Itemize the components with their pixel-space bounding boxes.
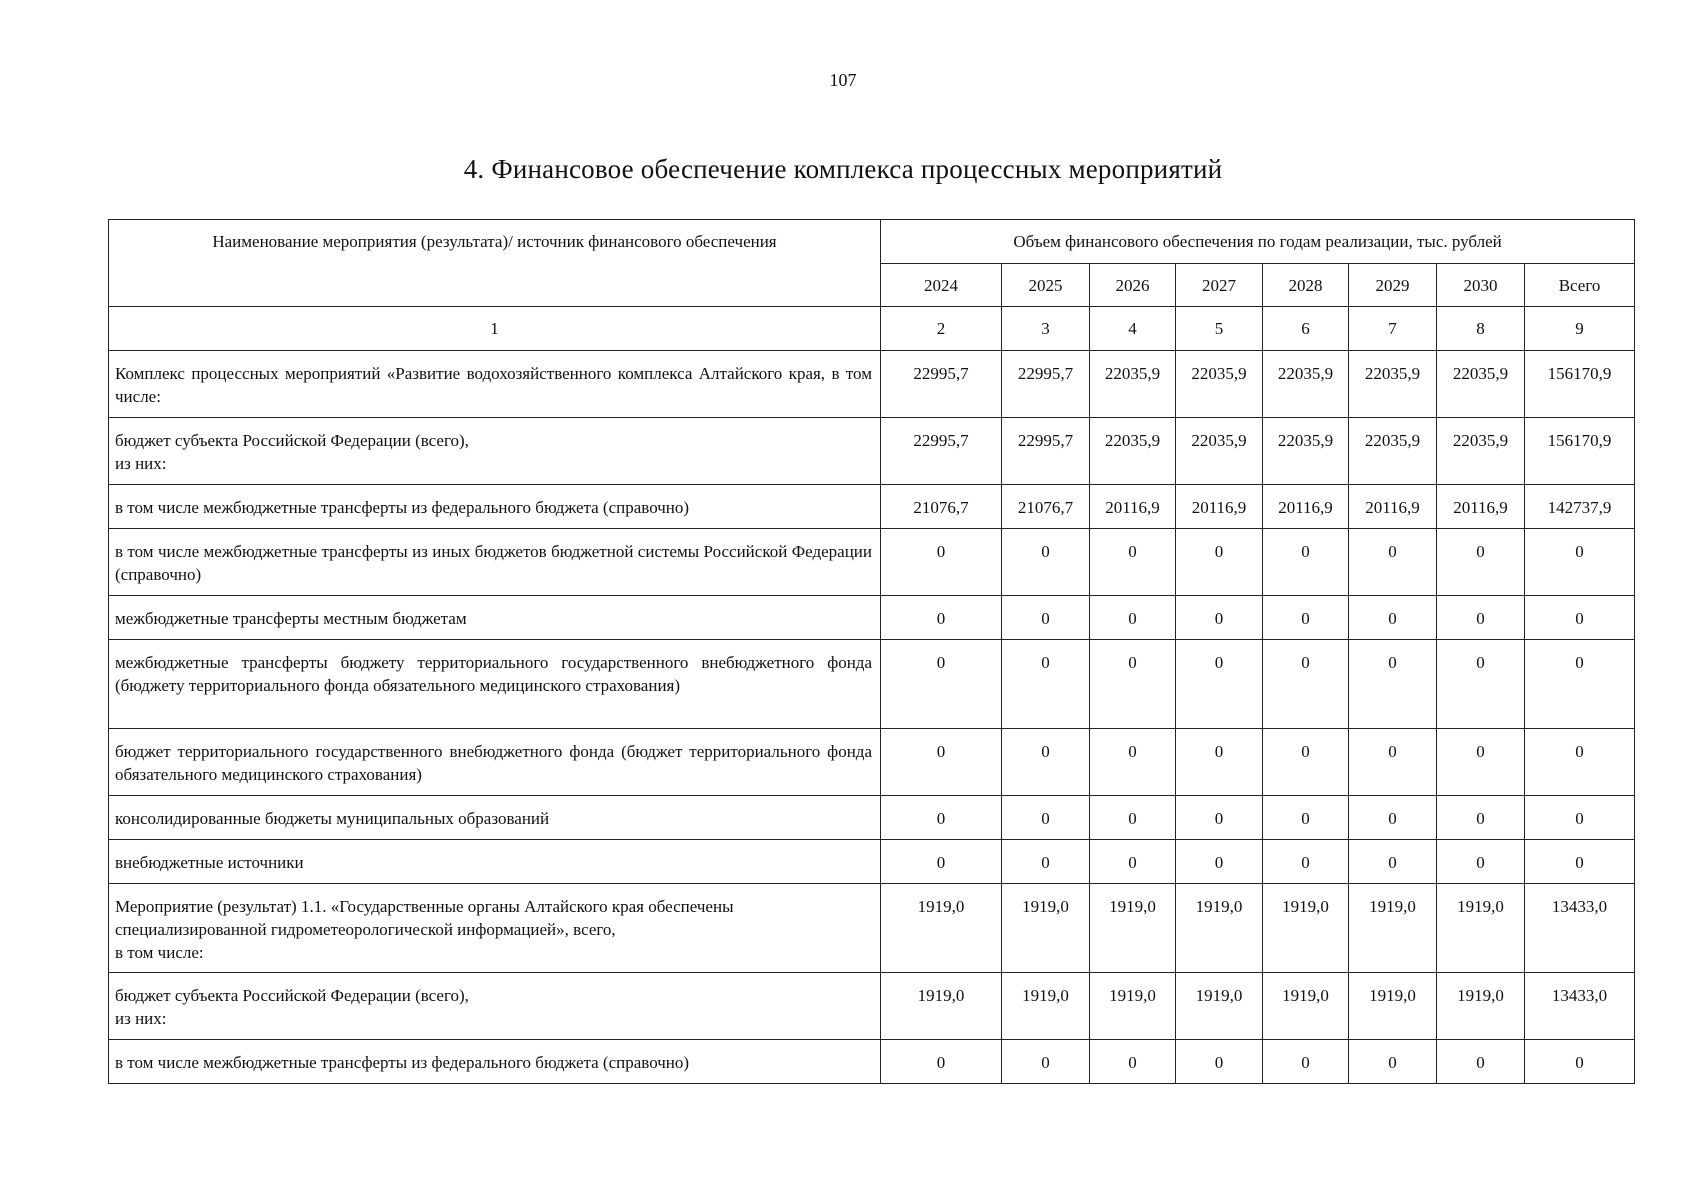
row-value-cell: 0 bbox=[881, 796, 1002, 840]
row-value-cell: 0 bbox=[1176, 640, 1263, 729]
row-value-cell: 20116,9 bbox=[1349, 485, 1437, 529]
row-value-cell: 1919,0 bbox=[1002, 884, 1090, 973]
row-value-cell: 0 bbox=[1002, 840, 1090, 884]
row-name-cell: в том числе межбюджетные трансферты из федерального бюджета (справочно) bbox=[109, 1040, 881, 1084]
row-value-cell: 0 bbox=[1002, 1040, 1090, 1084]
row-value-cell: 0 bbox=[1090, 840, 1176, 884]
row-value-cell: 0 bbox=[1002, 796, 1090, 840]
row-value-cell: 0 bbox=[881, 640, 1002, 729]
row-value-cell: 22995,7 bbox=[1002, 351, 1090, 418]
row-total-cell: 0 bbox=[1525, 529, 1635, 596]
header-year-cell: 2026 bbox=[1090, 264, 1176, 307]
row-total-cell: 0 bbox=[1525, 729, 1635, 796]
row-name-cell: межбюджетные трансферты местным бюджетам bbox=[109, 596, 881, 640]
row-value-cell: 0 bbox=[881, 529, 1002, 596]
row-value-cell: 1919,0 bbox=[1176, 973, 1263, 1040]
row-value-cell: 0 bbox=[881, 596, 1002, 640]
row-value-cell: 0 bbox=[1176, 596, 1263, 640]
row-value-cell: 0 bbox=[1090, 1040, 1176, 1084]
row-total-cell: 0 bbox=[1525, 596, 1635, 640]
row-value-cell: 22035,9 bbox=[1437, 418, 1525, 485]
row-value-cell: 0 bbox=[1437, 1040, 1525, 1084]
column-number-cell: 7 bbox=[1349, 307, 1437, 351]
row-value-cell: 22035,9 bbox=[1090, 418, 1176, 485]
row-name-cell: Комплекс процессных мероприятий «Развитие водохозяйственного комплекса Алтайского края, в том числе: bbox=[109, 351, 881, 418]
row-value-cell: 22035,9 bbox=[1176, 351, 1263, 418]
row-value-cell: 0 bbox=[1176, 529, 1263, 596]
row-value-cell: 0 bbox=[1437, 640, 1525, 729]
column-number-cell: 4 bbox=[1090, 307, 1176, 351]
row-value-cell: 0 bbox=[1349, 1040, 1437, 1084]
table-row bbox=[109, 418, 1635, 485]
row-value-cell: 0 bbox=[1263, 796, 1349, 840]
column-number-cell: 3 bbox=[1002, 307, 1090, 351]
column-number-cell: 8 bbox=[1437, 307, 1525, 351]
row-name-cell: бюджет субъекта Российской Федерации (всего), из них: bbox=[109, 973, 881, 1040]
row-value-cell: 0 bbox=[1349, 796, 1437, 840]
row-name-cell: консолидированные бюджеты муниципальных образований bbox=[109, 796, 881, 840]
row-value-cell: 20116,9 bbox=[1437, 485, 1525, 529]
row-value-cell: 22995,7 bbox=[881, 351, 1002, 418]
row-value-cell: 1919,0 bbox=[1349, 973, 1437, 1040]
row-value-cell: 0 bbox=[1263, 596, 1349, 640]
row-name-cell: Мероприятие (результат) 1.1. «Государственные органы Алтайского края обеспечены специализированной гидрометеорологической информацией», всего, в том числе: bbox=[109, 884, 881, 973]
row-value-cell: 0 bbox=[1437, 729, 1525, 796]
row-value-cell: 1919,0 bbox=[1263, 884, 1349, 973]
row-total-cell: 156170,9 bbox=[1525, 351, 1635, 418]
table-row bbox=[109, 596, 1635, 640]
row-value-cell: 22995,7 bbox=[1002, 418, 1090, 485]
row-value-cell: 20116,9 bbox=[1176, 485, 1263, 529]
table-row bbox=[109, 485, 1635, 529]
row-name-cell: в том числе межбюджетные трансферты из иных бюджетов бюджетной системы Российской Федерации (справочно) bbox=[109, 529, 881, 596]
table-row bbox=[109, 1040, 1635, 1084]
header-year-cell: 2025 bbox=[1002, 264, 1090, 307]
column-number-cell: 6 bbox=[1263, 307, 1349, 351]
row-value-cell: 0 bbox=[1176, 840, 1263, 884]
row-value-cell: 0 bbox=[881, 1040, 1002, 1084]
row-value-cell: 1919,0 bbox=[1002, 973, 1090, 1040]
row-value-cell: 0 bbox=[1263, 529, 1349, 596]
row-total-cell: 0 bbox=[1525, 640, 1635, 729]
row-value-cell: 22035,9 bbox=[1437, 351, 1525, 418]
row-value-cell: 0 bbox=[1437, 796, 1525, 840]
row-value-cell: 0 bbox=[1002, 596, 1090, 640]
header-year-cell: 2028 bbox=[1263, 264, 1349, 307]
row-value-cell: 0 bbox=[1002, 640, 1090, 729]
row-value-cell: 1919,0 bbox=[1437, 884, 1525, 973]
table-row bbox=[109, 729, 1635, 796]
row-value-cell: 0 bbox=[1176, 729, 1263, 796]
row-value-cell: 21076,7 bbox=[881, 485, 1002, 529]
row-value-cell: 1919,0 bbox=[1090, 884, 1176, 973]
row-value-cell: 22035,9 bbox=[1349, 351, 1437, 418]
page-title: 4. Финансовое обеспечение комплекса процессных мероприятий bbox=[463, 154, 1223, 184]
row-value-cell: 0 bbox=[1437, 529, 1525, 596]
row-value-cell: 0 bbox=[1176, 796, 1263, 840]
column-number-row bbox=[109, 307, 1635, 351]
row-value-cell: 22995,7 bbox=[881, 418, 1002, 485]
row-total-cell: 0 bbox=[1525, 1040, 1635, 1084]
row-value-cell: 0 bbox=[1002, 529, 1090, 596]
row-total-cell: 142737,9 bbox=[1525, 485, 1635, 529]
row-value-cell: 0 bbox=[1090, 796, 1176, 840]
row-value-cell: 0 bbox=[1349, 529, 1437, 596]
header-volume-cell: Объем финансового обеспечения по годам реализации, тыс. рублей bbox=[881, 220, 1635, 264]
header-year-cell: 2024 bbox=[881, 264, 1002, 307]
row-value-cell: 0 bbox=[1263, 1040, 1349, 1084]
column-number-cell: 1 bbox=[109, 307, 881, 351]
header-total-cell: Всего bbox=[1525, 264, 1635, 307]
row-value-cell: 0 bbox=[1090, 596, 1176, 640]
row-value-cell: 0 bbox=[1002, 729, 1090, 796]
row-name-cell: внебюджетные источники bbox=[109, 840, 881, 884]
table-row bbox=[109, 884, 1635, 973]
header-year-cell: 2030 bbox=[1437, 264, 1525, 307]
row-value-cell: 0 bbox=[1090, 729, 1176, 796]
financing-table bbox=[108, 219, 1635, 1084]
row-value-cell: 1919,0 bbox=[1349, 884, 1437, 973]
row-value-cell: 1919,0 bbox=[1090, 973, 1176, 1040]
table-row bbox=[109, 640, 1635, 729]
row-value-cell: 0 bbox=[1349, 840, 1437, 884]
row-value-cell: 21076,7 bbox=[1002, 485, 1090, 529]
row-name-cell: межбюджетные трансферты бюджету территориального государственного внебюджетного фонда (бюджету территориального фонда обязательного медицинского страхования) bbox=[109, 640, 881, 729]
row-value-cell: 0 bbox=[1349, 640, 1437, 729]
row-total-cell: 156170,9 bbox=[1525, 418, 1635, 485]
row-value-cell: 22035,9 bbox=[1263, 351, 1349, 418]
row-value-cell: 22035,9 bbox=[1090, 351, 1176, 418]
table-row bbox=[109, 529, 1635, 596]
row-value-cell: 0 bbox=[881, 729, 1002, 796]
column-number-cell: 5 bbox=[1176, 307, 1263, 351]
row-value-cell: 0 bbox=[1263, 640, 1349, 729]
header-row bbox=[109, 220, 1635, 264]
column-number-cell: 2 bbox=[881, 307, 1002, 351]
header-name-cell: Наименование мероприятия (результата)/ источник финансового обеспечения bbox=[109, 220, 881, 307]
header-year-cell: 2029 bbox=[1349, 264, 1437, 307]
row-total-cell: 13433,0 bbox=[1525, 884, 1635, 973]
row-value-cell: 1919,0 bbox=[1176, 884, 1263, 973]
row-value-cell: 1919,0 bbox=[1437, 973, 1525, 1040]
row-total-cell: 0 bbox=[1525, 840, 1635, 884]
row-total-cell: 0 bbox=[1525, 796, 1635, 840]
row-value-cell: 0 bbox=[1349, 596, 1437, 640]
row-value-cell: 1919,0 bbox=[881, 884, 1002, 973]
row-value-cell: 0 bbox=[1263, 840, 1349, 884]
row-value-cell: 0 bbox=[1263, 729, 1349, 796]
table-row bbox=[109, 840, 1635, 884]
row-value-cell: 20116,9 bbox=[1090, 485, 1176, 529]
page-number: 107 bbox=[829, 70, 857, 90]
row-value-cell: 22035,9 bbox=[1176, 418, 1263, 485]
row-value-cell: 0 bbox=[1090, 529, 1176, 596]
row-value-cell: 0 bbox=[1090, 640, 1176, 729]
row-name-cell: бюджет территориального государственного внебюджетного фонда (бюджет территориального фонда обязательного медицинского страхования) bbox=[109, 729, 881, 796]
row-value-cell: 0 bbox=[1437, 840, 1525, 884]
row-name-cell: бюджет субъекта Российской Федерации (всего), из них: bbox=[109, 418, 881, 485]
row-value-cell: 0 bbox=[1349, 729, 1437, 796]
column-number-cell: 9 bbox=[1525, 307, 1635, 351]
row-value-cell: 1919,0 bbox=[881, 973, 1002, 1040]
row-value-cell: 0 bbox=[1437, 596, 1525, 640]
header-year-cell: 2027 bbox=[1176, 264, 1263, 307]
row-value-cell: 0 bbox=[1176, 1040, 1263, 1084]
row-value-cell: 20116,9 bbox=[1263, 485, 1349, 529]
row-value-cell: 22035,9 bbox=[1349, 418, 1437, 485]
table-row bbox=[109, 973, 1635, 1040]
row-value-cell: 1919,0 bbox=[1263, 973, 1349, 1040]
row-total-cell: 13433,0 bbox=[1525, 973, 1635, 1040]
row-name-cell: в том числе межбюджетные трансферты из федерального бюджета (справочно) bbox=[109, 485, 881, 529]
table-row bbox=[109, 351, 1635, 418]
row-value-cell: 22035,9 bbox=[1263, 418, 1349, 485]
row-value-cell: 0 bbox=[881, 840, 1002, 884]
table-row bbox=[109, 796, 1635, 840]
